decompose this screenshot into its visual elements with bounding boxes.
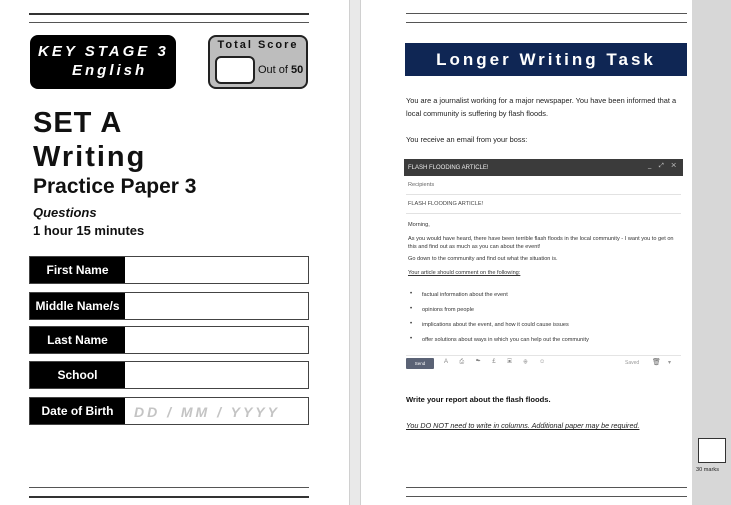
- boss-email-line: You receive an email from your boss:: [406, 135, 528, 144]
- middle-names-field[interactable]: [29, 292, 309, 320]
- window-controls-icon: _ ⤢ ✕: [647, 163, 679, 169]
- email-divider: [406, 213, 681, 214]
- paper-subject-title: Writing: [33, 141, 147, 173]
- last-name-label: Last Name: [30, 327, 125, 353]
- last-name-field[interactable]: [29, 326, 309, 354]
- first-name-field[interactable]: [29, 256, 309, 284]
- score-entry-box[interactable]: [215, 56, 255, 84]
- list-item: • opinions from people: [408, 307, 678, 322]
- list-item: • factual information about the event: [408, 292, 678, 307]
- send-button: Send: [406, 358, 434, 369]
- top-rule-right-thin: [406, 22, 687, 23]
- list-item: • offer solutions about ways in which you can help out the community: [408, 337, 678, 352]
- bottom-rule-left: [29, 496, 309, 498]
- columns-note: You DO NOT need to write in columns. Additional paper may be required.: [406, 421, 640, 430]
- date-of-birth-placeholder: DD / MM / YYYY: [134, 404, 280, 420]
- email-greeting: Morning,: [408, 222, 430, 228]
- first-name-label: First Name: [30, 257, 125, 283]
- email-toolbar: [406, 355, 681, 369]
- email-bullet-list: [408, 292, 678, 352]
- email-prompt: Your article should comment on the following:: [408, 270, 521, 276]
- email-header-title: FLASH FLOODING ARTICLE!: [408, 164, 489, 171]
- email-header-bar: [404, 159, 683, 176]
- list-item: • implications about the event, and how it could cause issues: [408, 322, 678, 337]
- school-label: School: [30, 362, 125, 388]
- formatting-icons: A ⎙ ☁ £ ▣ ⊕ ☺: [444, 359, 551, 365]
- trash-icon: 🗑: [652, 359, 661, 366]
- marks-entry-box[interactable]: [698, 438, 726, 463]
- subject-label: English: [72, 62, 148, 79]
- email-divider: [406, 194, 681, 195]
- email-recipients: Recipients: [408, 182, 435, 188]
- practice-paper-title: Practice Paper 3: [33, 175, 197, 198]
- email-body-1: As you would have heard, there have been terrible flash floods in the local community - I want you to get on this and find out as much as you can about the event!: [408, 236, 674, 251]
- total-score-box: [208, 35, 308, 89]
- task-intro: You are a journalist working for a major newspaper. You have been informed that a local community is suffering by flash floods.: [406, 96, 677, 118]
- key-stage-label: KEY STAGE 3: [38, 43, 169, 60]
- middle-names-label: Middle Name/s: [30, 293, 125, 319]
- page-gutter: [349, 0, 361, 505]
- top-rule-left: [29, 13, 309, 15]
- email-body-2: Go down to the community and find out what the situation is.: [408, 256, 558, 262]
- marks-label: 30 marks: [696, 467, 720, 473]
- email-subject: FLASH FLOODING ARTICLE!: [408, 201, 484, 207]
- marks-margin: [692, 0, 731, 505]
- write-report-instruction: Write your report about the flash floods.: [406, 395, 551, 404]
- school-field[interactable]: [29, 361, 309, 389]
- saved-label: Saved: [625, 360, 640, 366]
- duration-label: 1 hour 15 minutes: [33, 223, 145, 238]
- total-score-label: Total Score: [217, 39, 299, 51]
- email-mockup: [404, 159, 683, 374]
- more-options-icon: ▾: [668, 360, 672, 366]
- questions-label: Questions: [33, 205, 97, 220]
- set-title: SET A: [33, 107, 123, 139]
- bottom-rule-right: [406, 496, 687, 497]
- key-stage-badge: [30, 35, 176, 89]
- out-of-value: 50: [291, 64, 304, 76]
- out-of-prefix: Out of: [258, 64, 288, 76]
- bottom-rule-right-thin: [406, 487, 687, 488]
- top-rule-left-thin: [29, 22, 309, 23]
- bottom-rule-left-thin: [29, 487, 309, 488]
- date-of-birth-field[interactable]: [29, 397, 309, 425]
- task-title-banner: Longer Writing Task: [405, 43, 687, 76]
- date-of-birth-label: Date of Birth: [30, 398, 125, 424]
- top-rule-right: [406, 13, 687, 14]
- score-out-of: [258, 64, 303, 76]
